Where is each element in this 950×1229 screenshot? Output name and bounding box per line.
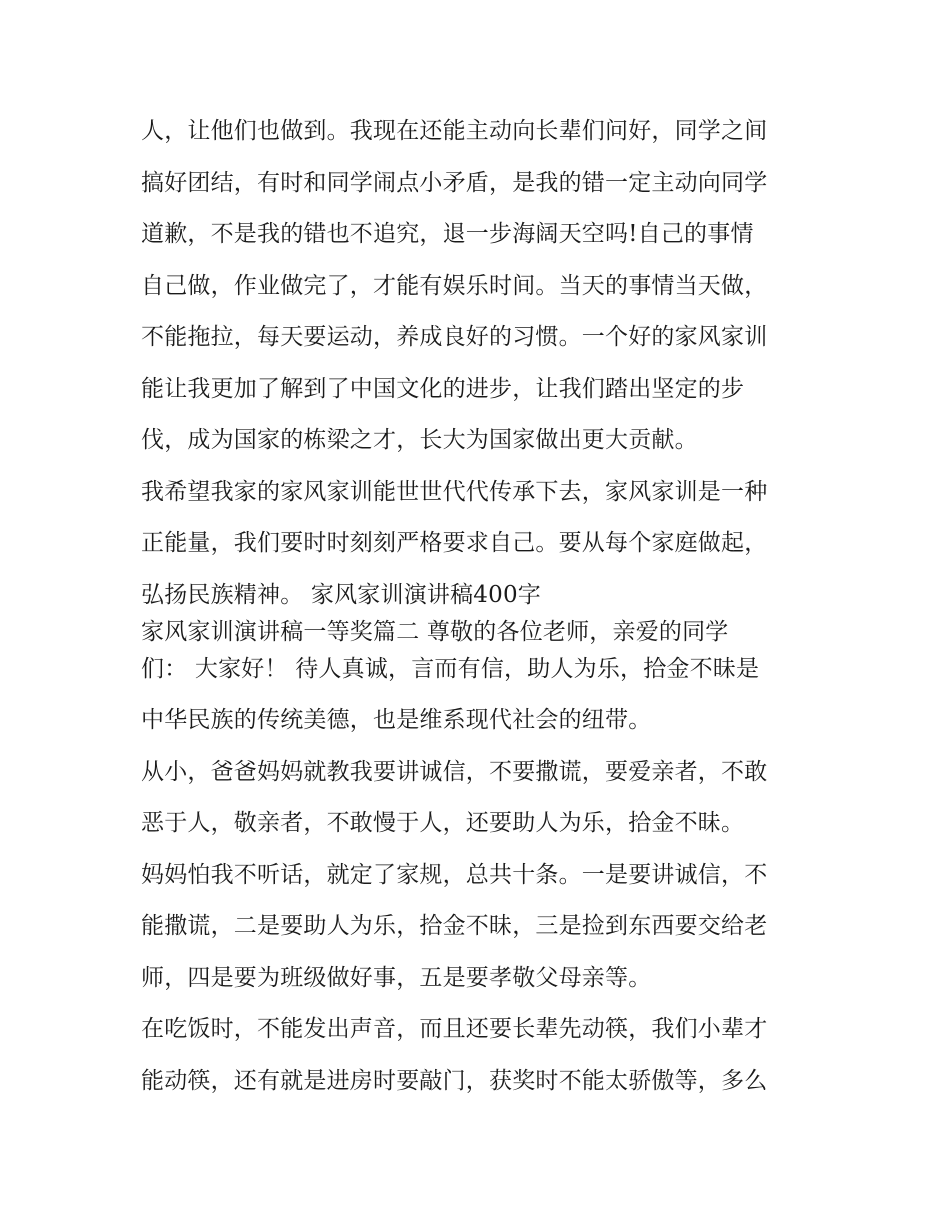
text-line: 家风家训演讲稿一等奖篇二 尊敬的各位老师，亲爱的同学	[141, 618, 729, 645]
text-line: 能让我更加了解到了中国文化的进步，让我们踏出坚定的步	[141, 375, 745, 402]
text-line: 妈妈怕我不听话，就定了家规，总共十条。一是要讲诚信，不	[141, 861, 768, 888]
text-line: 道歉，不是我的错也不追究，退一步海阔天空吗!自己的事情	[141, 221, 754, 247]
text-line: 能撒谎，二是要助人为乐，拾金不昧，三是捡到东西要交给老	[141, 913, 768, 939]
document-body	[141, 109, 821, 1110]
text-line: 能动筷，还有就是进房时要敲门，获奖时不能太骄傲等，多么	[141, 1067, 768, 1094]
text-line: 正能量，我们要时时刻刻严格要求自己。要从每个家庭做起，	[141, 530, 768, 556]
text-line: 搞好团结，有时和同学闹点小矛盾，是我的错一定主动向同学	[141, 169, 768, 196]
text-line: 人，让他们也做到。我现在还能主动向长辈们问好，同学之间	[141, 118, 768, 144]
text-line: 恶于人，敬亲者，不敢慢于人，还要助人为乐，拾金不昧。	[141, 810, 745, 836]
text-line: 我希望我家的家风家训能世世代代传承下去，家风家训是一种	[141, 478, 768, 505]
text-line: 师，四是要为班级做好事，五是要孝敬父母亲等。	[141, 964, 652, 991]
text-line: 从小，爸爸妈妈就教我要讲诚信，不要撒谎，要爱亲者，不敢	[141, 758, 768, 785]
text-line: 自己做，作业做完了，才能有娱乐时间。当天的事情当天做，	[141, 272, 768, 299]
text-line: 伐，成为国家的栋梁之才，长大为国家做出更大贡献。	[141, 427, 698, 453]
text-line: 不能拖拉，每天要运动，养成良好的习惯。一个好的家风家训	[141, 324, 768, 350]
text-line: 在吃饭时，不能发出声音，而且还要长辈先动筷，我们小辈才	[141, 1016, 768, 1042]
text-line: 们： 大家好！ 待人真诚，言而有信，助人为乐，拾金不昧是	[141, 655, 760, 682]
text-line: 弘扬民族精神。 家风家训演讲稿400字	[141, 581, 542, 608]
text-line: 中华民族的传统美德，也是维系现代社会的纽带。	[141, 707, 652, 733]
